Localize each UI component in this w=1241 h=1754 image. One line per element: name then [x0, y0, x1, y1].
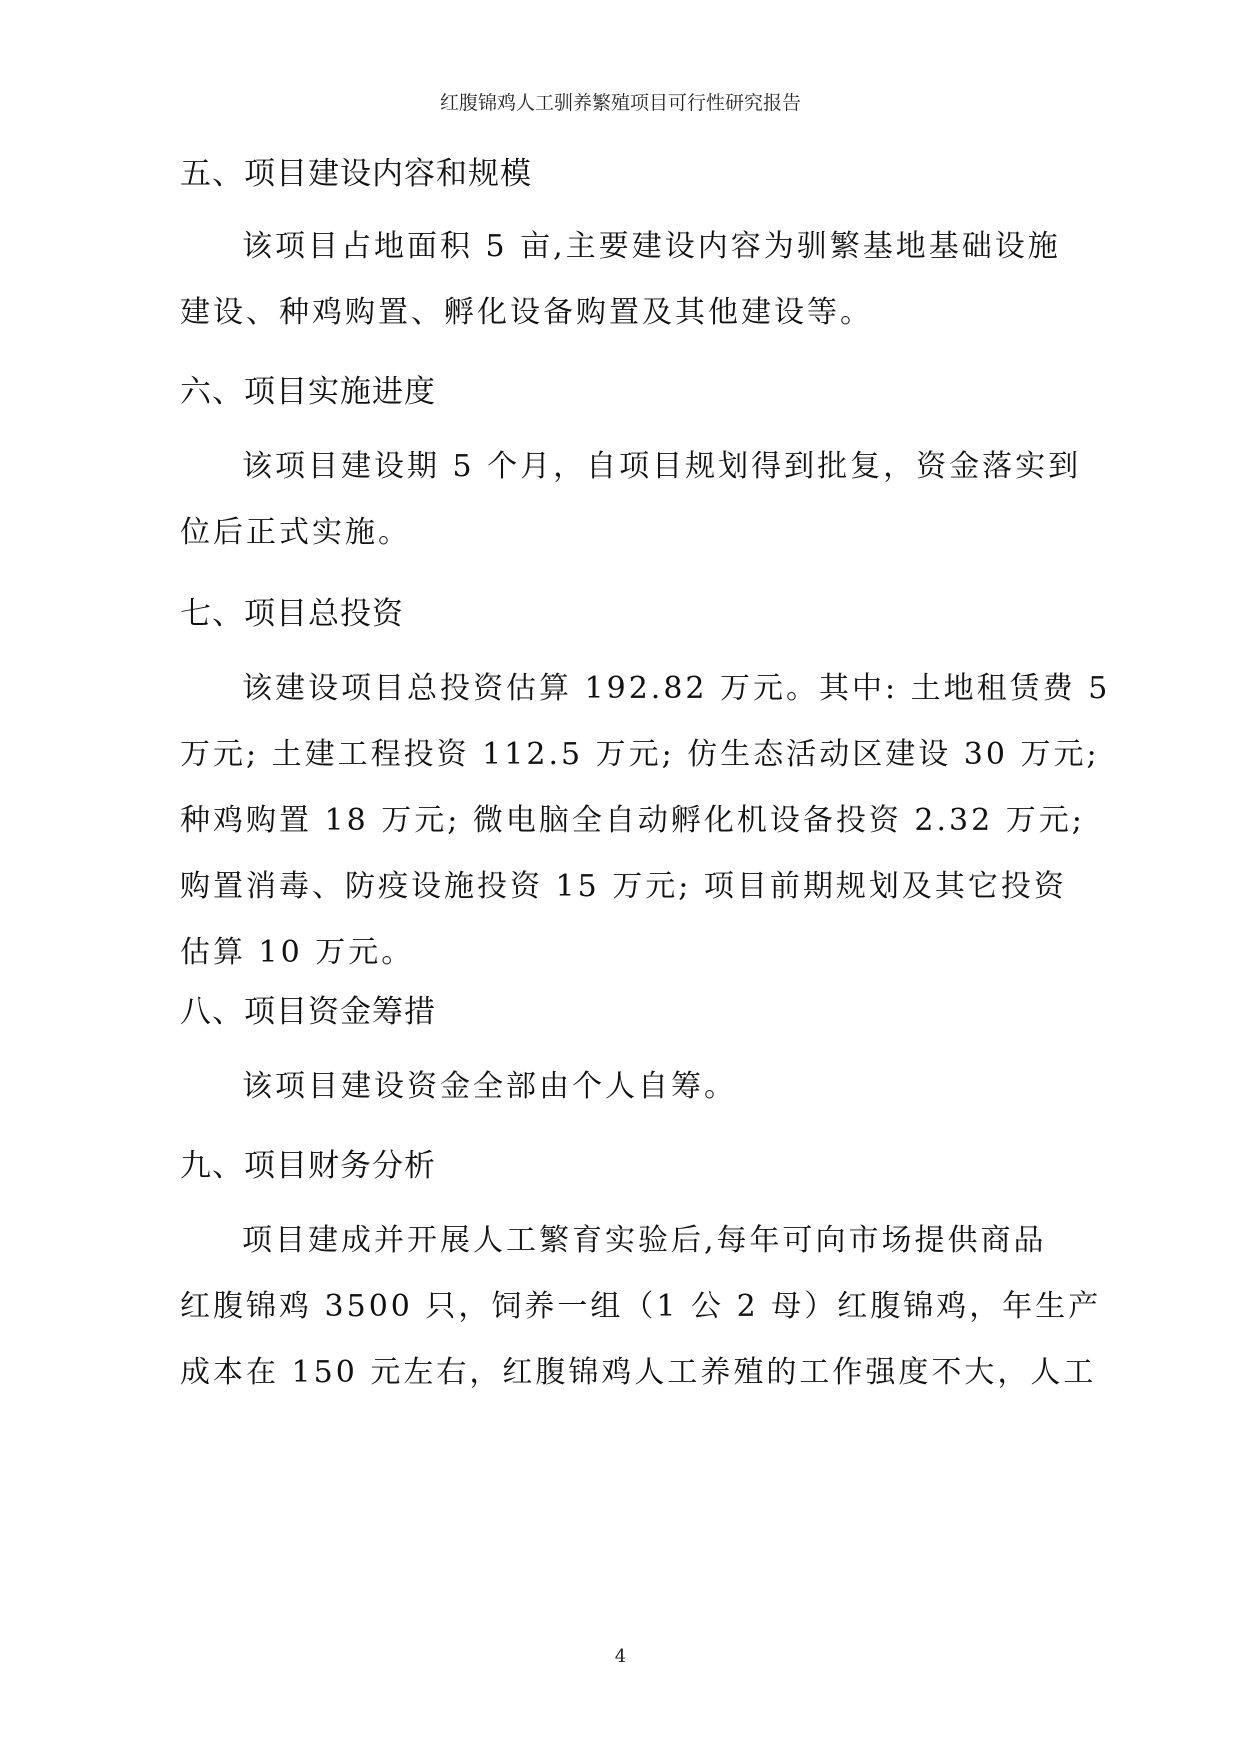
paragraph-line: 位后正式实施。 [180, 515, 411, 550]
paragraph-line: 建设、种鸡购置、孵化设备购置及其他建设等。 [180, 295, 873, 330]
paragraph-line: 万元; 土建工程投资 112.5 万元; 仿生态活动区建设 30 万元; [180, 737, 1100, 772]
section-paragraph-7 [180, 656, 1111, 986]
section-paragraph-9 [180, 1208, 1102, 1406]
paragraph-line: 购置消毒、防疫设施投资 15 万元; 项目前期规划及其它投资 [180, 869, 1067, 904]
paragraph-line: 该项目建设资金全部由个人自筹。 [242, 1069, 737, 1104]
section-heading-9: 九、项目财务分析 [180, 1148, 436, 1184]
paragraph-line: 红腹锦鸡 3500 只，饲养一组（1 公 2 母）红腹锦鸡，年生产 [180, 1289, 1102, 1324]
paragraph-line: 该建设项目总投资估算 192.82 万元。其中: 土地租赁费 5 [242, 671, 1111, 706]
section-paragraph-8 [180, 1054, 1060, 1120]
section-heading-7: 七、项目总投资 [180, 596, 404, 632]
running-header: 红腹锦鸡人工驯养繁殖项目可行性研究报告 [439, 92, 801, 114]
paragraph-line: 估算 10 万元。 [180, 935, 415, 970]
page-number: 4 [614, 1646, 627, 1667]
paragraph-line: 该项目建设期 5 个月，自项目规划得到批复，资金落实到 [242, 449, 1082, 484]
paragraph-line: 成本在 150 元左右，红腹锦鸡人工养殖的工作强度不大，人工 [180, 1355, 1097, 1390]
paragraph-line: 项目建成并开展人工繁育实验后,每年可向市场提供商品 [242, 1223, 1047, 1258]
section-paragraph-5 [180, 214, 1060, 346]
paragraph-line: 该项目占地面积 5 亩,主要建设内容为驯繁基地基础设施 [242, 229, 1061, 264]
section-heading-6: 六、项目实施进度 [180, 374, 436, 410]
section-heading-8: 八、项目资金筹措 [180, 994, 436, 1030]
section-paragraph-6 [180, 434, 1082, 566]
paragraph-line: 种鸡购置 18 万元; 微电脑全自动孵化机设备投资 2.32 万元; [180, 803, 1085, 838]
section-heading-5: 五、项目建设内容和规模 [180, 156, 532, 192]
